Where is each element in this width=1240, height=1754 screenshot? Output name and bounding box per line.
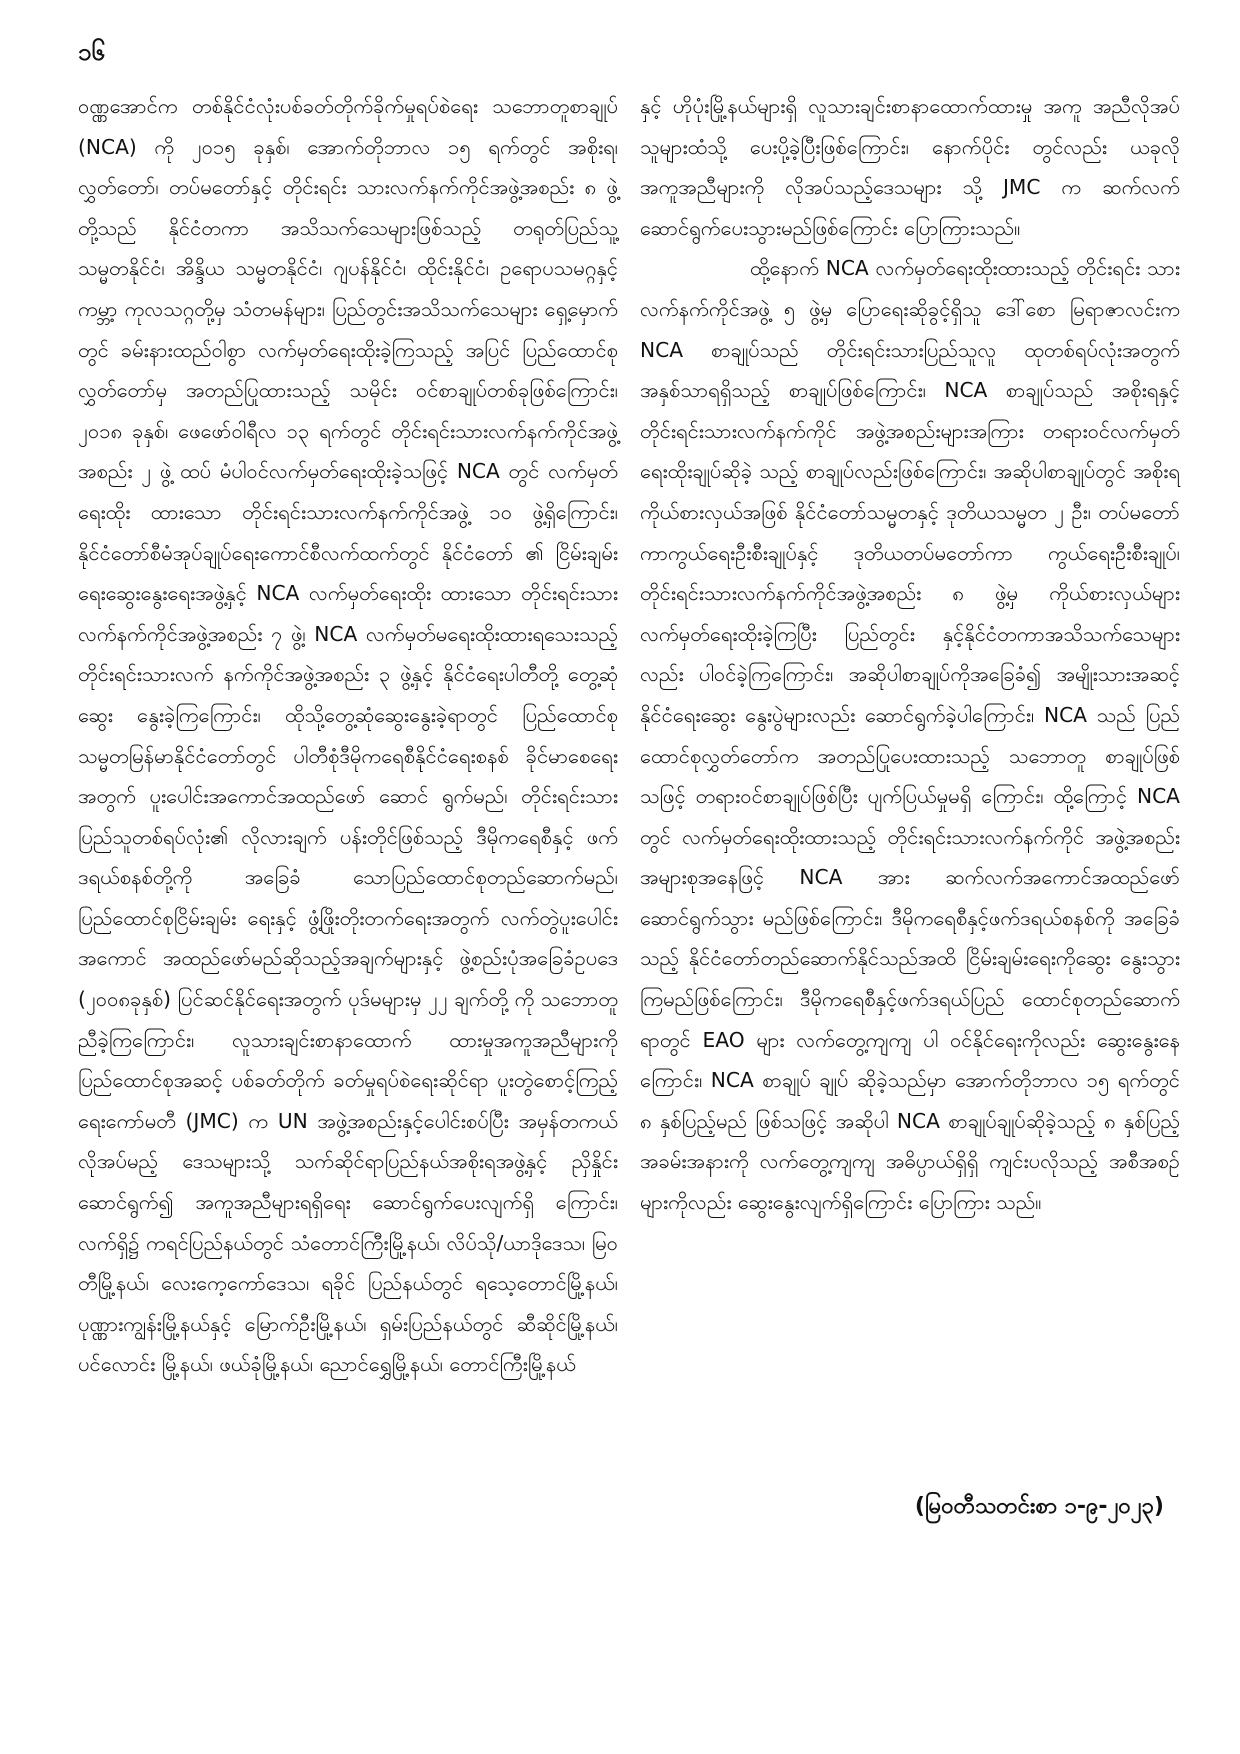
source-credit: (မြဝတီသတင်းစာ ၁-၉-၂၀၂၃) xyxy=(914,1494,1164,1519)
article-paragraph: နှင့် ဟိုပုံးမြို့နယ်များရှိ လူသားချင်းစာနာထောက်ထားမှု အကူ အညီလိုအပ်သူများထံသို့ ပေးပို့ခဲ့ပြီးဖြစ်ကြောင်း၊ နောက်ပိုင်း တွင်လည်း ယခုလိုအကူအညီများကို လိုအပ်သည့်ဒေသများ သို့ JMC က ဆက်လက်ဆောင်ရွက်ပေးသွားမည်ဖြစ်ကြောင်း ပြောကြားသည်။ xyxy=(640,94,1180,240)
right-column xyxy=(640,86,1180,1223)
left-column xyxy=(78,86,618,1385)
article-paragraph: ဝဏ္ဏအောင်က တစ်နိုင်ငံလုံးပစ်ခတ်တိုက်ခိုက်မှုရပ်စဲရေး သဘောတူစာချုပ် (NCA) ကို ၂၀၁၅ ခုနှစ်၊ အောက်တိုဘာလ ၁၅ ရက်တွင် အစိုးရ၊ လွှတ်တော်၊ တပ်မတော်နှင့် တိုင်းရင်း သားလက်နက်ကိုင်အဖွဲ့အစည်း ၈ ဖွဲ့တို့သည် နိုင်ငံတကာ အသိသက်သေများဖြစ်သည့် တရုတ်ပြည်သူ့သမ္မတနိုင်ငံ၊ အိန္ဒိယ သမ္မတနိုင်ငံ၊ ဂျပန်နိုင်ငံ၊ ထိုင်းနိုင်ငံ၊ ဥရောပသမဂ္ဂနှင့် ကမ္ဘာ့ ကုလသဂ္ဂတို့မှ သံတမန်များ၊ ပြည်တွင်းအသိသက်သေများ ရှေ့မှောက်တွင် ခမ်းနားထည်ဝါစွာ လက်မှတ်ရေးထိုးခဲ့ကြသည့် အပြင် ပြည်ထောင်စုလွှတ်တော်မှ အတည်ပြုထားသည့် သမိုင်း ဝင်စာချုပ်တစ်ခုဖြစ်ကြောင်း၊ ၂၀၁၈ ခုနှစ်၊ ဖေဖော်ဝါရီလ ၁၃ ရက်တွင် တိုင်းရင်းသားလက်နက်ကိုင်အဖွဲ့အစည်း ၂ ဖွဲ့ ထပ် မံပါဝင်လက်မှတ်ရေးထိုးခဲ့သဖြင့် NCA တွင် လက်မှတ်ရေးထိုး ထားသော တိုင်းရင်းသားလက်နက်ကိုင်အဖွဲ့ ၁၀ ဖွဲ့ရှိကြောင်း၊ နိုင်ငံတော်စီမံအုပ်ချုပ်ရေးကောင်စီလက်ထက်တွင် နိုင်ငံတော် ၏ ငြိမ်းချမ်းရေးဆွေးနွေးရေးအဖွဲ့နှင့် NCA လက်မှတ်ရေးထိုး ထားသော တိုင်းရင်းသားလက်နက်ကိုင်အဖွဲ့အစည်း ၇ ဖွဲ့၊ NCA လက်မှတ်မရေးထိုးထားရသေးသည့် တိုင်းရင်းသားလက် နက်ကိုင်အဖွဲ့အစည်း ၃ ဖွဲ့နှင့် နိုင်ငံရေးပါတီတို့ တွေ့ဆုံဆွေး နွေးခဲ့ကြကြောင်း၊ ထိုသို့တွေ့ဆုံဆွေးနွေးခဲ့ရာတွင် ပြည်ထောင်စု သမ္မတမြန်မာနိုင်ငံတော်တွင် ပါတီစုံဒီမိုကရေစီနိုင်ငံရေးစနစ် ခိုင်မာစေရေးအတွက် ပူးပေါင်းအကောင်အထည်ဖော် ဆောင် ရွက်မည်၊ တိုင်းရင်းသားပြည်သူတစ်ရပ်လုံး၏ လိုလားချက် ပန်းတိုင်ဖြစ်သည့် ဒီမိုကရေစီနှင့် ဖက်ဒရယ်စနစ်တို့ကို အခြေခံ သောပြည်ထောင်စုတည်ဆောက်မည်၊ ပြည်ထောင်စုငြိမ်းချမ်း ရေးနှင့် ဖွံ့ဖြိုးတိုးတက်ရေးအတွက် လက်တွဲပူးပေါင်းအကောင် အထည်ဖော်မည်ဆိုသည့်အချက်များနှင့် ဖွဲ့စည်းပုံအခြေခံဥပဒေ (၂၀၀၈ခုနှစ်) ပြင်ဆင်နိုင်ရေးအတွက် ပုဒ်မများမှ ၂၂ ချက်တို့ ကို သဘောတူညီခဲ့ကြကြောင်း၊ လူသားချင်းစာနာထောက် ထားမှုအကူအညီများကို ပြည်ထောင်စုအဆင့် ပစ်ခတ်တိုက် ခတ်မှုရပ်စဲရေးဆိုင်ရာ ပူးတွဲစောင့်ကြည့်ရေးကော်မတီ (JMC) က UN အဖွဲ့အစည်းနှင့်ပေါင်းစပ်ပြီး အမှန်တကယ်လိုအပ်မည့် ဒေသများသို့ သက်ဆိုင်ရာပြည်နယ်အစိုးရအဖွဲ့နှင့် ညှိနှိုင်း ဆောင်ရွက်၍ အကူအညီများရရှိရေး ဆောင်ရွက်ပေးလျက်ရှိ ကြောင်း၊ လက်ရှိ၌ ကရင်ပြည်နယ်တွင် သံတောင်ကြီးမြို့နယ်၊ လိပ်သို/ယာဒိုဒေသ၊ မြဝတီမြို့နယ်၊ လေးကေ့ကော်ဒေသ၊ ရခိုင် ပြည်နယ်တွင် ရသေ့တောင်မြို့နယ်၊ ပုဏ္ဏားကျွန်းမြို့နယ်နှင့် မြောက်ဦးမြို့နယ်၊ ရှမ်းပြည်နယ်တွင် ဆီဆိုင်မြို့နယ်၊ ပင်လောင်း မြို့နယ်၊ ဖယ်ခုံမြို့နယ်၊ ညောင်ရွှေမြို့နယ်၊ တောင်ကြီးမြို့နယ် xyxy=(78,94,618,1377)
page-number: ၁၆ xyxy=(78,38,105,66)
article-paragraph: ထို့နောက် NCA လက်မှတ်ရေးထိုးထားသည့် တိုင်းရင်း သားလက်နက်ကိုင်အဖွဲ့ ၅ ဖွဲ့မှ ပြောရေးဆိုခွင့်ရှိသူ ဒေါ်စော မြရာဇာလင်းက NCA စာချုပ်သည် တိုင်းရင်းသားပြည်သူလူ ထုတစ်ရပ်လုံးအတွက် အနှစ်သာရရှိသည့် စာချုပ်ဖြစ်ကြောင်း၊ NCA စာချုပ်သည် အစိုးရနှင့် တိုင်းရင်းသားလက်နက်ကိုင် အဖွဲ့အစည်းများအကြား တရားဝင်လက်မှတ်ရေးထိုးချုပ်ဆိုခဲ့ သည့် စာချုပ်လည်းဖြစ်ကြောင်း၊ အဆိုပါစာချုပ်တွင် အစိုးရ ကိုယ်စားလှယ်အဖြစ် နိုင်ငံတော်သမ္မတနှင့် ဒုတိယသမ္မတ ၂ ဦး၊ တပ်မတော်ကာကွယ်ရေးဦးစီးချုပ်နှင့် ဒုတိယတပ်မတော်ကာ ကွယ်ရေးဦးစီးချုပ်၊ တိုင်းရင်းသားလက်နက်ကိုင်အဖွဲ့အစည်း ၈ ဖွဲ့မှ ကိုယ်စားလှယ်များ လက်မှတ်ရေးထိုးခဲ့ကြပြီး ပြည်တွင်း နှင့်နိုင်ငံတကာအသိသက်သေများလည်း ပါဝင်ခဲ့ကြကြောင်း၊ အဆိုပါစာချုပ်ကိုအခြေခံ၍ အမျိုးသားအဆင့် နိုင်ငံရေးဆွေး နွေးပွဲများလည်း ဆောင်ရွက်ခဲ့ပါကြောင်း၊ NCA သည် ပြည် ထောင်စုလွှတ်တော်က အတည်ပြုပေးထားသည့် သဘောတူ စာချုပ်ဖြစ်သဖြင့် တရားဝင်စာချုပ်ဖြစ်ပြီး ပျက်ပြယ်မှုမရှိ ကြောင်း၊ ထို့ကြောင့် NCA တွင် လက်မှတ်ရေးထိုးထားသည့် တိုင်းရင်းသားလက်နက်ကိုင် အဖွဲ့အစည်းအများစုအနေဖြင့် NCA အား ဆက်လက်အကောင်အထည်ဖော် ဆောင်ရွက်သွား မည်ဖြစ်ကြောင်း၊ ဒီမိုကရေစီနှင့်ဖက်ဒရယ်စနစ်ကို အခြေခံသည့် နိုင်ငံတော်တည်ဆောက်နိုင်သည်အထိ ငြိမ်းချမ်းရေးကိုဆွေး နွေးသွားကြမည်ဖြစ်ကြောင်း၊ ဒီမိုကရေစီနှင့်ဖက်ဒရယ်ပြည် ထောင်စုတည်ဆောက်ရာတွင် EAO များ လက်တွေ့ကျကျ ပါ ဝင်နိုင်ရေးကိုလည်း ဆွေးနွေးနေကြောင်း၊ NCA စာချုပ် ချုပ် ဆိုခဲ့သည်မှာ အောက်တိုဘာလ ၁၅ ရက်တွင် ၈ နှစ်ပြည့်မည် ဖြစ်သဖြင့် အဆိုပါ NCA စာချုပ်ချုပ်ဆိုခဲ့သည့် ၈ နှစ်ပြည့် အခမ်းအနားကို လက်တွေ့ကျကျ အဓိပ္ပာယ်ရှိရှိ ကျင်းပလိုသည့် အစီအစဉ်များကိုလည်း ဆွေးနွေးလျက်ရှိကြောင်း ပြောကြား သည်။ xyxy=(640,256,1180,1215)
